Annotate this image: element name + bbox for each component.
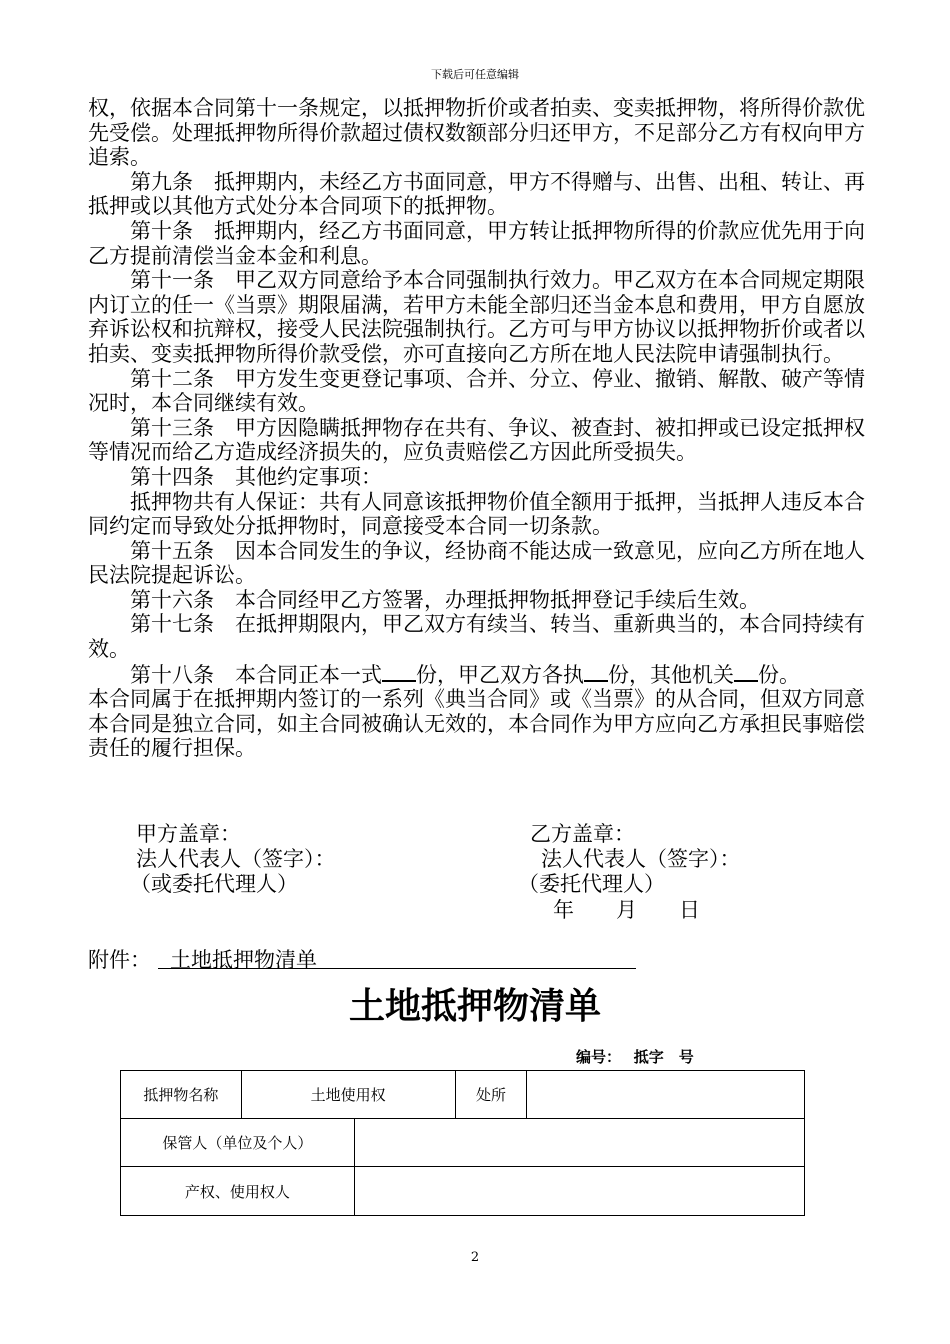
inventory-number: 编号： 抵字 号 [576,1048,694,1066]
paragraph: 本合同属于在抵押期内签订的一系列《典当合同》或《当票》的从合同，但双方同意本合同是独立合同，如主合同被确认无效的，本合同作为甲方应向乙方承担民事赔偿责任的履行担保。 [88,687,865,761]
paragraph: 第九条 抵押期内，未经乙方书面同意，甲方不得赠与、出售、出租、转让、再抵押或以其他方式处分本合同项下的抵押物。 [88,169,865,219]
paragraph: 第十一条 甲乙双方同意给予本合同强制执行效力。甲乙双方在本合同规定期限内订立的任一《当票》期限届满，若甲方未能全部归还当金本息和费用，甲方自愿放弃诉讼权和抗辩权，接受人民法院强制执行。乙方可与甲方协议以抵押物折价或者以拍卖、变卖抵押物所得价款受偿，亦可直接向乙方所在地人民法院申请强制执行。 [88,268,865,366]
owner-value[interactable] [354,1167,804,1216]
party-b-rep: 法人代表人（签字）： [541,847,741,871]
paragraph: 第十四条 其他约定事项： [130,464,382,489]
location-label: 处所 [455,1071,527,1119]
paragraph: 第十七条 在抵押期限内，甲乙双方有续当、转当、重新典当的，本合同持续有效。 [88,612,865,662]
attachment-value: 土地抵押物清单 [170,948,317,972]
header-note: 下载后可任意编辑 [431,68,519,81]
contract-body [88,96,866,761]
clause-18-part3: 份，其他机关 [608,662,734,687]
clause-18 [88,662,866,688]
party-b-seal: 乙方盖章： [530,822,635,846]
paragraph: 抵押物共有人保证：共有人同意该抵押物价值全额用于抵押，当抵押人违反本合同约定而导致处分抵押物时，同意接受本合同一切条款。 [88,489,865,539]
clause-18-part4: 份。 [758,662,800,687]
inventory-table [120,1070,805,1216]
paragraph: 第十三条 甲方因隐瞒抵押物存在共有、争议、被查封、被扣押或已设定抵押权等情况而给乙方造成经济损失的，应负责赔偿乙方因此所受损失。 [88,415,865,465]
copies-each-blank[interactable] [584,662,608,682]
table-row [121,1119,805,1167]
paragraph: 第十五条 因本合同发生的争议，经协商不能达成一致意见，应向乙方所在地人民法院提起诉讼。 [88,538,865,588]
custodian-value[interactable] [354,1119,804,1167]
party-b-agent: （委托代理人） [518,872,665,896]
paragraph: 权，依据本合同第十一条规定，以抵押物折价或者拍卖、变卖抵押物，将所得价款优先受偿。处理抵押物所得价款超过债权数额部分归还甲方，不足部分乙方有权向甲方追索。 [88,96,865,170]
party-a-rep: 法人代表人（签字）： [136,847,336,871]
copies-total-blank[interactable] [382,662,416,682]
attachment-label: 附件： [88,948,151,972]
attachment-underline [158,968,636,969]
table-row [121,1071,805,1119]
owner-label: 产权、使用权人 [121,1167,355,1216]
copies-other-blank[interactable] [734,662,758,682]
clause-18-part2: 份，甲乙双方各执 [416,662,584,687]
table-row [121,1167,805,1216]
page-number: 2 [470,1250,480,1265]
custodian-label: 保管人（单位及个人） [121,1119,355,1167]
paragraph: 第十六条 本合同经甲乙方签署，办理抵押物抵押登记手续后生效。 [130,587,760,612]
sign-date: 年 月 日 [553,898,700,922]
clause-18-part1: 第十八条 本合同正本一式 [130,662,382,687]
paragraph: 第十二条 甲方发生变更登记事项、合并、分立、停业、撤销、解散、破产等情况时，本合同继续有效。 [88,366,865,416]
inventory-title: 土地抵押物清单 [348,986,601,1027]
paragraph: 第十条 抵押期内，经乙方书面同意，甲方转让抵押物所得的价款应优先用于向乙方提前清偿当金本金和利息。 [88,218,865,268]
item-name-value[interactable]: 土地使用权 [241,1071,455,1119]
item-name-label: 抵押物名称 [121,1071,242,1119]
location-value[interactable] [527,1071,805,1119]
party-a-seal: 甲方盖章： [136,822,241,846]
party-a-agent: （或委托代理人） [130,872,298,896]
